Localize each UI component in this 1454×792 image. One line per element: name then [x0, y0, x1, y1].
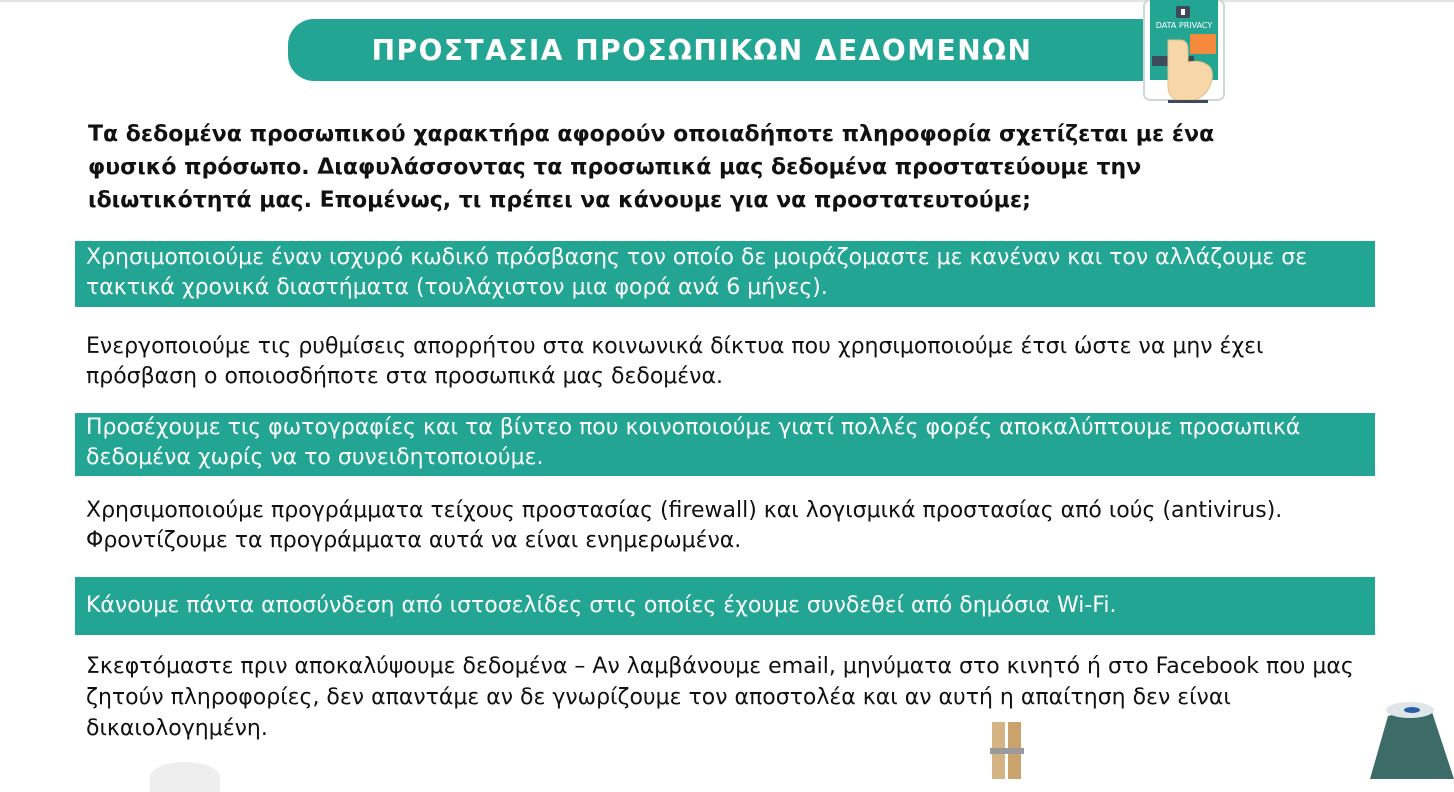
page-title: ΠΡΟΣΤΑΣΙΑ ΠΡΟΣΩΠΙΚΩΝ ΔΕΔΟΜΕΝΩΝ — [371, 33, 1033, 67]
intro-paragraph: Τα δεδομένα προσωπικού χαρακτήρα αφορούν οποιαδήποτε πληροφορία σχετίζεται με ένα φυσικό πρόσωπο. Διαφυλάσσοντας τα προσωπικά μας δεδομένα προστατεύουμε την ιδιωτικότητά μας. Επομένως, τι πρέπει να κάνουμε για να προστατευτούμε; — [88, 122, 1215, 213]
tip-firewall-antivirus: Χρησιμοποιούμε προγράμματα τείχους προστασίας (firewall) και λογισμικά προστασίας από ιούς (antivirus). Φροντίζουμε τα προγράμματα αυτά να είναι ενημερωμένα. — [86, 498, 1283, 553]
top-rule — [0, 0, 1454, 2]
tip-privacy-settings: Ενεργοποιούμε τις ρυθμίσεις απορρήτου στα κοινωνικά δίκτυα που χρησιμοποιούμε έτσι ώστε να μην έχει πρόσβαση ο οποιοσδήποτε στα προσωπικά μας δεδομένα. — [86, 334, 1264, 389]
tip-logout-public-wifi: Κάνουμε πάντα αποσύνδεση από ιστοσελίδες στις οποίες έχουμε συνδεθεί από δημόσια Wi-Fi. — [75, 577, 1375, 635]
tip-strong-password: Χρησιμοποιούμε έναν ισχυρό κωδικό πρόσβασης τον οποίο δε μοιράζομαστε με κανέναν και τον αλλάζουμε σε τακτικά χρονικά διαστήματα (τουλάχιστον μια φορά ανά 6 μήνες). — [75, 241, 1375, 307]
tip-think-before-sharing: Σκεφτόμαστε πριν αποκαλύψουμε δεδομένα – Αν λαμβάνουμε email, μηνύματα στο κινητό ή στο Facebook που μας ζητούν πληροφορίες, δεν απαντάμε αν δε γνωρίζουμε τον αποστολέα και αν αυτή η απαίτηση δεν είναι δικαιολογημένη. — [86, 654, 1354, 741]
data-privacy-label: DATA PRIVACY — [1155, 21, 1213, 30]
clothespin-icon — [988, 722, 1028, 779]
data-privacy-icon — [1138, 0, 1234, 110]
paper-roll-icon — [1350, 702, 1454, 779]
decorative-shape — [150, 762, 220, 792]
title-banner — [288, 19, 1156, 81]
tip-photos-videos: Προσέχουμε τις φωτογραφίες και τα βίντεο που κοινοποιούμε γιατί πολλές φορές αποκαλύπτουμε προσωπικά δεδομένα χωρίς να το συνειδητοποιούμε. — [75, 413, 1375, 476]
